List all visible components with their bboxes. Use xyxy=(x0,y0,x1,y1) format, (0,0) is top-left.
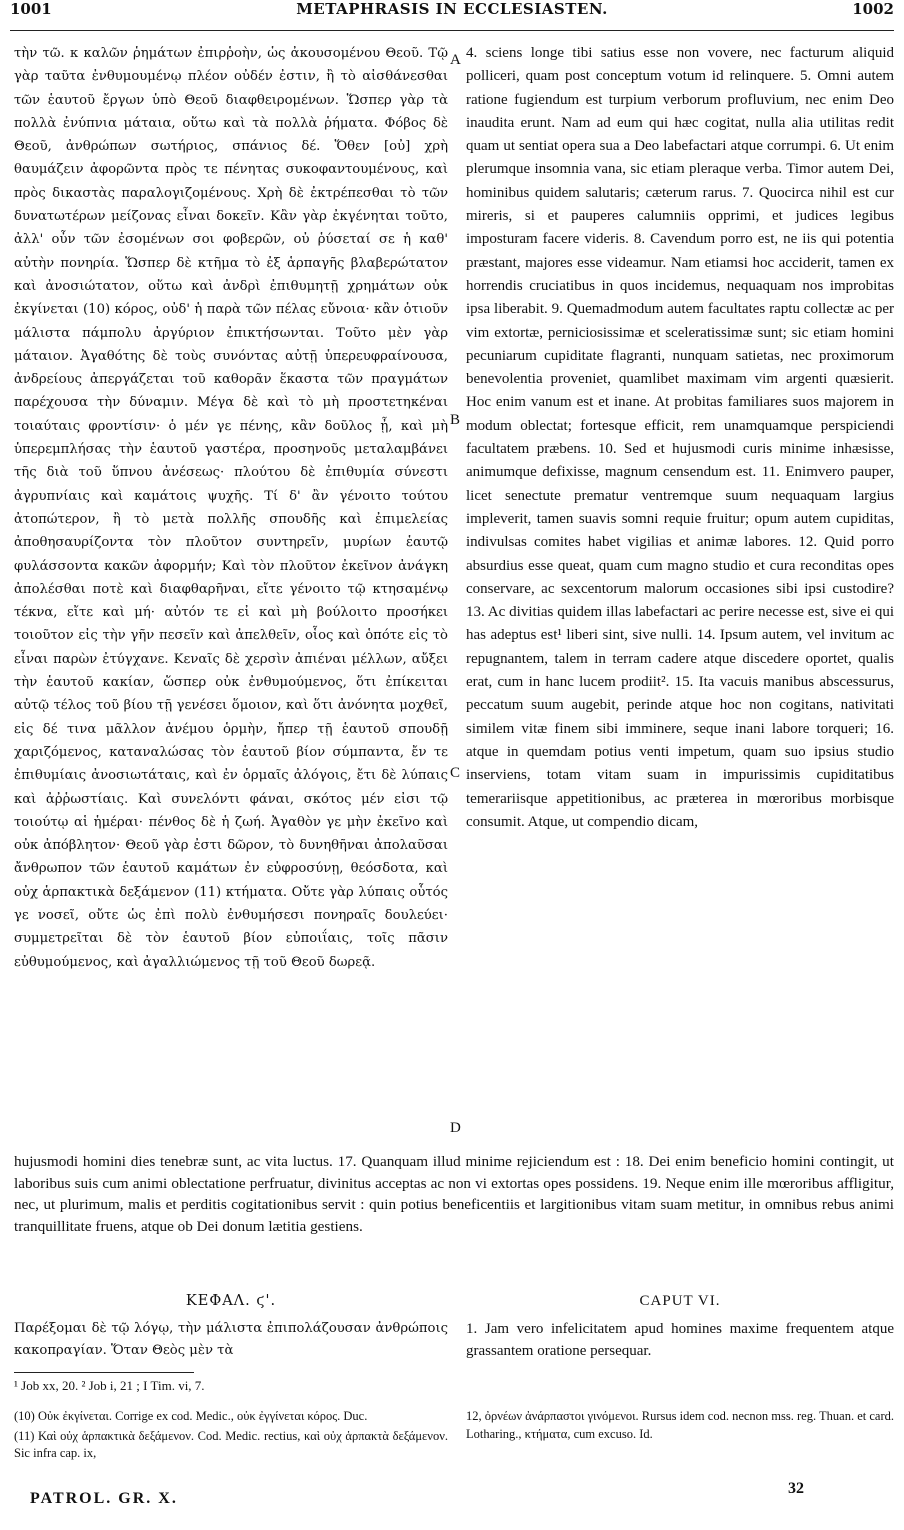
running-title: METAPHRASIS IN ECCLESIASTEN. xyxy=(296,0,608,18)
margin-marker-d: D xyxy=(450,1120,461,1136)
latin-text: 4. sciens longe tibi satius esse non vovere, nec facturum aliquid polliceri, quam post conceptum votum id relinquere. 5. Omni autem ratione fugiendum est turpium verborum profluvium, nec enim Deo inaudita erunt. Nam ad eum qui hæc cogitat, nulla alia utilitas redit quam ut sentiat opera sua a Deo labefactari atque corrumpi. 6. Ut enim plerumque insomnia vana, sic etiam pleraque verba. Timor autem Dei, hominibus quidem salutaris; cæterum rarus. 7. Quocirca nihil est cur mireris, si et pauperes calumniis opprimi, et judices legibus imposturam facere videris. 8. Cavendum porro est, ne iis qui potentia præstant, majores esse videamur. Nam etiamsi hoc acciderit, tamen ex horrendis cruciatibus in quos incidemus, nequaquam nos improbitas ipsa liberabit. 9. Quemadmodum autem facultates raptu collectæ ac per vim extortæ, perniciosissimæ et sceleratissimæ sunt; sic etiam homini pecuniarum cupiditate flagranti, nunquam satietas, nec proximorum benevolentia proveniet, quamlibet maximam vim argenti quæsierit. Hoc enim vanum est et inane. At probitas familiares suos majorem in modum oblectat; fortesque efficit, rem unamquamque perspiciendi facultatem præbens. 10. Sed et hujusmodi curis minime inhæsisse, animumque defixisse, magnum censendum est. 11. Enimvero pauper, licet senectute prematur ventremque suum nequaquam largius impleverit, tamen suavis somni requie fruitur; opum autem cupiditas, indivulsas comites habet vigilias et animæ labores. 12. Quid porro absurdius esse queat, quam cum magno studio et cura reconditas opes conservare, ac sexcentorum malorum occasiones sibi ipsi custodire? 13. Ac divitias quidem illas labefactari ac perire necesse est, sive ei qui has adeptus est¹ liberi sint, sive nulli. 14. Ipsum autem, vel invitum ac repugnantem, talem in terram cadere atque discedere oportet, qualis erat, cum in hanc lucem prodiit². 15. Ita vacuis manibus abscessurus, peccatum suum augebit, perinde atque hoc non cogitans, nativitati similem vitæ finem sibi imminere, seque inani labore torqueri; 16. atque in quemdam potius venti impetum, quam suo ipsius studio inserviens, totam vitam suam in impurissimis cupiditatibus temerariisque appetitionibus, ac præterea in mœroribus morbisque consumit. Atque, ut compendio dicam, xyxy=(466,45,894,830)
sheet-number: 32 xyxy=(788,1480,804,1497)
latin-chapter-heading: CAPUT VI. xyxy=(639,1293,721,1309)
scripture-references: ¹ Job xx, 20. ² Job i, 21 ; I Tim. vi, 7. xyxy=(14,1378,205,1393)
footnote-rule xyxy=(14,1372,194,1373)
footnote-continuation: 12, ὀρνέων ἀνάρπαστοι γινόμενοι. Rursus idem cod. necnon mss. reg. Thuan. et card. Lotharing., κτήματα, cum excuso. Id. xyxy=(466,1409,894,1441)
margin-marker-c: C xyxy=(450,765,461,781)
full-width-text: hujusmodi homini dies tenebræ sunt, ac vita luctus. 17. Quanquam illud minime rejiciendum est : 18. Dei enim beneficio homini contingit, ut laboribus suis cum animi oblectatione perfruatur, divinitus acceptas ac non vi extortas opes possidens. 19. Neque enim ille mœroribus affligitur, nec, ut plurimum, malis et perditis cogitationibus servit : quin potius beneficentiis et largitionibus vitam suam metitur, in omnibus rebus animi tranquillitate fruens, atque ob Dei donum lætitia gestiens. xyxy=(14,1153,894,1235)
full-width-latin xyxy=(14,1151,894,1237)
running-header xyxy=(10,0,894,31)
greek-chapter-text: Παρέξομαι δὲ τῷ λόγῳ, τὴν μάλιστα ἐπιπολάζουσαν ἀνθρώποις κακοπραγίαν. Ὅταν Θεὸς μὲν τὰ xyxy=(14,1321,448,1358)
footnotes-right xyxy=(466,1408,894,1445)
chapter-headings xyxy=(14,1293,894,1317)
footnote-11: (11) Καὶ οὐχ ἁρπακτικὰ δεξάμενον. Cod. Medic. rectius, καὶ οὐχ ἁρπακτὰ δεξάμενον. Sic infra cap. ix, xyxy=(14,1428,448,1460)
footnotes-left xyxy=(14,1408,448,1465)
latin-chapter-text: 1. Jam vero infelicitatem apud homines maxime frequentem atque grassantem oratione persequar. xyxy=(466,1321,894,1359)
margin-marker-a: A xyxy=(450,52,461,68)
greek-text: τὴν τῶ. κ καλῶν ῥημάτων ἐπιρῥοὴν, ὡς ἀκουσομένου Θεοῦ. Τῷ γὰρ ταῦτα ἐνθυμουμένῳ πλέον οὐδέν ἐστιν, ἢ τὸ αἰσθάνεσθαι τῶν ἑαυτοῦ ἔργων ὑπὸ Θεοῦ διαφθειρομένων. Ὥσπερ γὰρ τὰ πολλὰ ἐνύπνια μάταια, οὕτω καὶ τὰ πολλὰ ῥήματα. Φόβος δὲ Θεοῦ, ἀνθρώπων σωτήριος, σπάνιος δέ. Ὅθεν [οὐ] χρὴ θαυμάζειν ἀφορῶντα πρὸς τε πένητας συκοφαντουμένους, καὶ πρὸς δικαστὰς παραλογιζομένους. Χρὴ δὲ ἐκτρέπεσθαι τὸ τῶν δυνατωτέρων μείζονας εἶναι δοκεῖν. Κἂν γὰρ ἐκγένηται τοῦτο, ἀλλ' οὖν τῶν ἐσομένων σοι φοβερῶν, οὐ ῥύσεταί σε ἡ καθ' αὐτὴν πονηρία. Ὥσπερ δὲ κτῆμα τὸ ἐξ ἁρπαγῆς βλαβερώτατον καὶ ἀνοσιώτατον, οὕτω καὶ ἀνδρὶ ἐπιθυμητῇ χρημάτων οὐκ ἐκγίνεται (10) κόρος, οὐδ' ἡ παρὰ τῶν πέλας εὔνοια· κἂν ὁτιοῦν μάλιστα πάμπολυ ἀργύριον ἐπικτήσωνται. Τοῦτο μὲν γὰρ μάταιον. Ἀγαθότης δὲ τοὺς συνόντας αὐτῇ ὑπερευφραίνουσα, ἀνδρείους ἀπεργάζεται τοῦ καθορᾶν ἕκαστα τῶν πραγμάτων παρέχουσα τὴν δύναμιν. Μέγα δὲ καὶ τὸ μὴ προστετηκέναι τοιαύταις φροντίσιν· ὁ μέν γε πένης, κἂν δοῦλος ᾖ, καὶ μὴ ὑπερεμπλήσας τὴν ἑαυτοῦ γαστέρα, προσηνοῦς μεταλαμβάνει τῆς διὰ τοῦ ὕπνου ἀνέσεως· πλούτου δὲ ἐπιθυμία σύνεστι ἀγρυπνίαις καὶ καμάτοις ψυχῆς. Τί δ' ἂν γένοιτο τούτου ἀτοπώτερον, ἢ τὸ μετὰ πολλῆς σπουδῆς καὶ ἐπιμελείας ἀποθησαυρίζοντα τὸν πλοῦτον συντηρεῖν, μυρίων ἑαυτῷ φυλάσσοντα κακῶν ἀφορμήν; Καὶ τὸν πλοῦτον ἐκεῖνον ἀνάγκη ἀπολέσθαι ποτὲ καὶ διαφθαρῆναι, εἴτε γένοιτο τῷ κτησαμένῳ τέκνα, εἴτε καὶ μή· αὐτόν τε εἰ καὶ μὴ βούλοιτο προσήκει τοιοῦτον εἰς τὴν γῆν πεσεῖν καὶ ἀπελθεῖν, οἷος καὶ ὁπότε εἰς τὸ εἶναι παρὼν ἐτύγχανε. Κεναῖς δὲ χερσὶν ἀπιέναι μέλλων, αὔξει τὴν ἑαυτοῦ κακίαν, ὥσπερ οὐκ ἐνθυμούμενος, ὅτι ἐπίκειται αὐτῷ τέλος τοῦ βίου τῇ γενέσει ὅμοιον, καὶ ὅτι ἀνόνητα μοχθεῖ, εἰς δέ τινα μᾶλλον ἀνέμου ὁρμὴν, ἤπερ τῇ ἑαυτοῦ σπουδῇ χαριζόμενος, καταναλώσας τὸν ἑαυτοῦ βίον σύμπαντα, ἔν τε ἐπιθυμίαις ἀνοσιωτάταις, καὶ ἐν ὁρμαῖς ἀλόγοις, ἔτι δὲ λύπαις καὶ ἀῤῥωστίαις. Καὶ συνελόντι φάναι, σκότος μέν εἰσι τῷ τοιούτῳ αἱ ἡμέραι· πένθος δὲ ἡ ζωή. Ἀγαθὸν γε μὴν ἐκεῖνο καὶ οὐκ ἀπόβλητον· Θεοῦ γὰρ ἐστι δῶρον, τὸ δυνηθῆναι ἀπολαῦσαι ἄνθρωπον τῶν ἑαυτοῦ καμάτων ἐν εὐφροσύνῃ, θεόσδοτα, καὶ οὐχ ἁρπακτικὰ δεξάμενον (11) κτήματα. Οὔτε γὰρ λύπαις οὗτός γε νοσεῖ, οὔτε ὡς ἐπὶ πολὺ ἐνθυμήσεσι πονηραῖς δουλεύει· συμμετρεῖται δὲ τὸν ἑαυτοῦ βίον εὐποιΐαις, τοῖς πᾶσιν εὐθυμούμενος, καὶ ἀγαλλιώμενος τῇ τοῦ Θεοῦ δωρεᾷ. xyxy=(14,46,448,970)
left-page-number: 1001 xyxy=(10,0,52,18)
latin-column xyxy=(466,42,894,834)
greek-column xyxy=(14,42,448,974)
greek-chapter-heading: ΚΕΦΑΛ. ϛ'. xyxy=(185,1293,277,1309)
right-page-number: 1002 xyxy=(852,0,894,18)
series-signature: PATROL. GR. X. xyxy=(30,1490,178,1507)
margin-marker-b: B xyxy=(450,412,461,428)
footnote-10: (10) Οὐκ ἐκγίνεται. Corrige ex cod. Medic., οὐκ ἐγγίνεται κόρος. Duc. xyxy=(14,1409,368,1423)
